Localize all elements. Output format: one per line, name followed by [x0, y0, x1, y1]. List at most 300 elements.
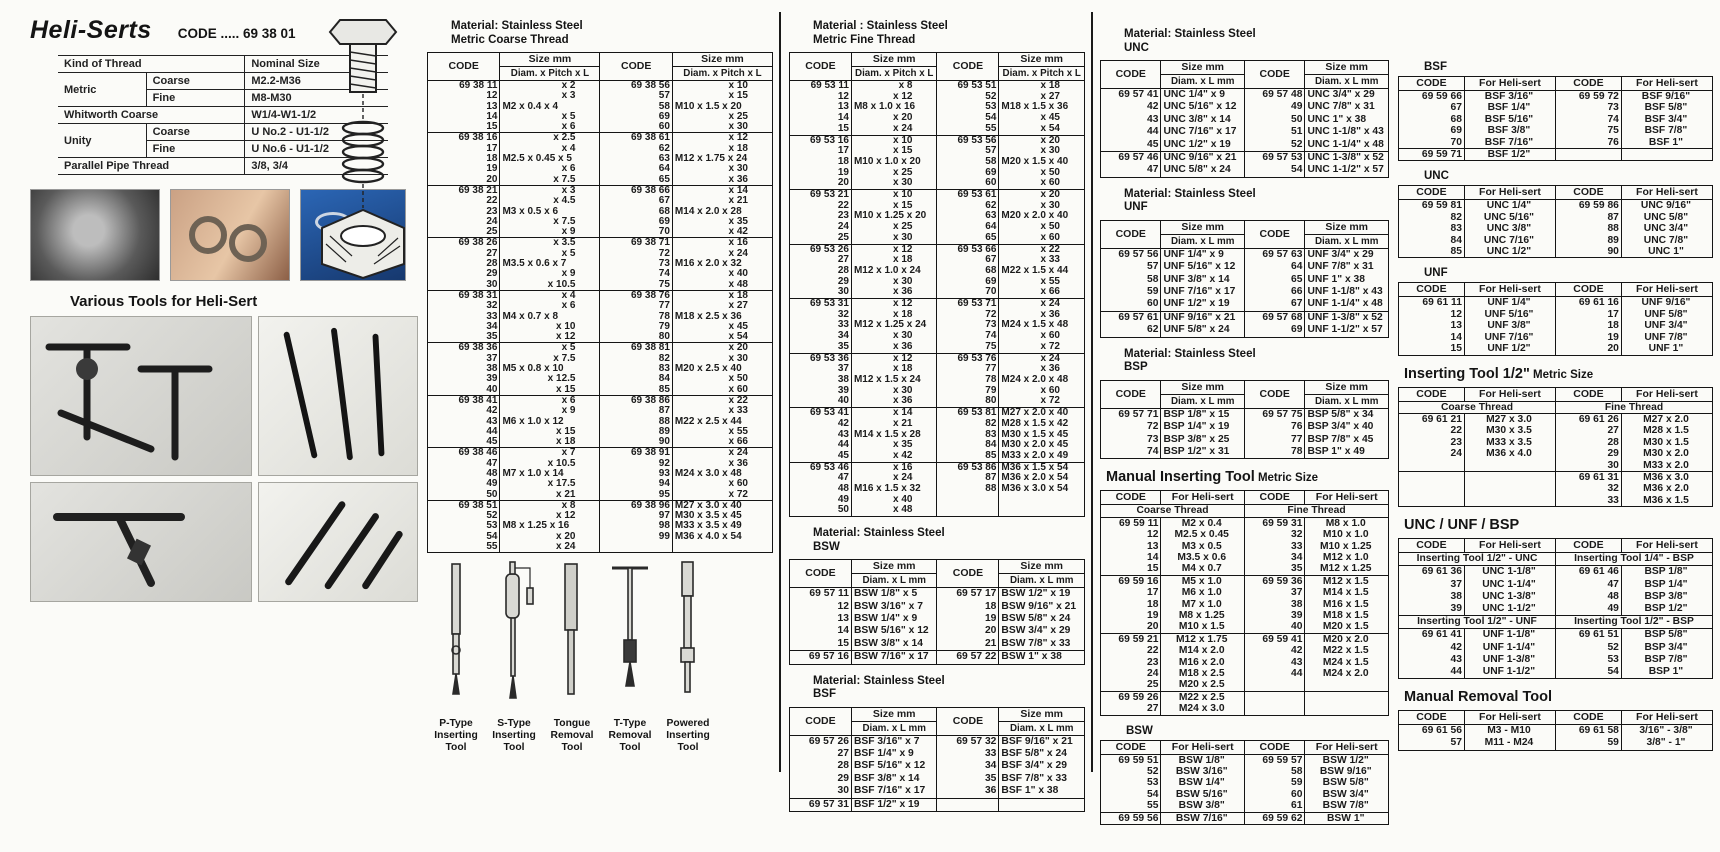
- code-cell: 43: [1147, 113, 1159, 125]
- size-cell: x 14: [672, 185, 772, 196]
- table-row: [428, 154, 773, 164]
- material-line: Material : Stainless Steel: [813, 20, 948, 32]
- code-cell: 35: [1244, 563, 1304, 575]
- code-cell: 23: [1147, 656, 1159, 668]
- table-row: [428, 217, 773, 227]
- size-cell: x 30: [672, 354, 772, 364]
- size-cell: x 60: [672, 479, 772, 489]
- table-row: [428, 133, 773, 144]
- thread-sub: Coarse: [146, 73, 245, 90]
- code-cell: 69 53 61: [937, 190, 999, 201]
- photo-hand-holding-inserts: [170, 189, 290, 281]
- code-cell: 35: [486, 332, 498, 343]
- code-cell: 43: [1450, 653, 1462, 665]
- size-cell: x 8: [500, 500, 600, 511]
- tool-label: Powered Inserting Tool: [666, 718, 710, 753]
- size-cell: x 9: [500, 406, 600, 416]
- code-header: CODE: [1416, 186, 1447, 199]
- code-cell: 58: [1244, 766, 1304, 777]
- code-cell: 84: [600, 374, 672, 384]
- code-cell: 69 38 46: [458, 447, 498, 459]
- code-cell: 47: [1555, 579, 1621, 591]
- size-cell: BSP 5/8": [1621, 629, 1712, 642]
- code-cell: 69 38 76: [600, 290, 672, 301]
- spec-table: [427, 52, 773, 553]
- table-row: [1399, 495, 1713, 507]
- size-cell: M36 x 3.0: [1621, 471, 1712, 483]
- code-cell: 23: [1450, 436, 1462, 448]
- code-cell: 59: [1147, 286, 1159, 298]
- thread-sub: Fine: [146, 141, 245, 158]
- table-row: [1399, 566, 1713, 579]
- material-label: [813, 20, 1085, 47]
- size-cell: BSF 1/4" x 9: [851, 748, 937, 760]
- size-cell: UNF 7/16": [1464, 332, 1555, 343]
- code-header: CODE: [1244, 740, 1304, 754]
- size-cell: M36 x 4.0: [1464, 448, 1555, 459]
- code-cell: 69 53 71: [937, 299, 999, 310]
- table-row: [790, 451, 1085, 462]
- size-cell: UNC 3/8" x 14: [1161, 114, 1245, 126]
- table-row: [1399, 297, 1713, 309]
- spec-column-metric-coarse: [427, 20, 773, 553]
- code-cell: 69: [937, 168, 999, 179]
- size-cell: x 21: [500, 490, 600, 501]
- table-row: [1101, 668, 1389, 679]
- photo-t-wrench: [30, 482, 252, 602]
- tool-label: T-Type Removal Tool: [608, 718, 652, 753]
- size-cell: M12 x 1.75 x 24: [672, 154, 772, 164]
- table-row: [428, 122, 773, 133]
- code-cell: 53: [1147, 777, 1159, 789]
- table-row: [790, 266, 1085, 277]
- size-cell: BSW 1/4": [1161, 777, 1245, 788]
- size-cell: x 20: [500, 532, 600, 542]
- table-row: [790, 638, 1085, 651]
- code-cell: 37: [1450, 578, 1462, 590]
- code-cell: 69 57 68: [1244, 311, 1304, 324]
- code-cell: 68: [1450, 113, 1462, 125]
- size-cell: BSF 5/16" x 12: [851, 760, 937, 772]
- size-cell: x 18: [672, 144, 772, 154]
- code-cell: 69 38 56: [600, 81, 672, 92]
- code-cell: 69: [1244, 324, 1304, 337]
- thread-group: Parallel Pipe Thread: [58, 158, 245, 175]
- size-header: Size mm: [999, 53, 1085, 67]
- code-cell: 69 59 66: [1421, 91, 1462, 102]
- table-row: [428, 312, 773, 322]
- table-row: [428, 511, 773, 521]
- size-cell: x 36: [851, 342, 937, 353]
- size-cell: M36 x 2.0 x 54: [999, 473, 1085, 484]
- size-cell: BSW 3/16": [1161, 766, 1245, 777]
- code-cell: [1244, 679, 1304, 691]
- thread-size: U No.6 - U1-1/2: [245, 141, 388, 158]
- code-cell: 70: [1450, 136, 1462, 148]
- code-cell: 18: [837, 156, 849, 167]
- size-cell: x 24: [500, 542, 600, 553]
- size-cell: BSP 5/8" x 34: [1305, 408, 1389, 421]
- code-cell: 38: [1450, 590, 1462, 602]
- code-cell: [1244, 703, 1304, 715]
- page-title: Heli-Serts: [30, 16, 152, 44]
- section-heading-suffix: Metric Size: [1254, 472, 1319, 485]
- size-cell: M36 x 4.0 x 54: [672, 532, 772, 542]
- size-cell: UNC 1-3/8": [1464, 591, 1555, 603]
- code-cell: 21: [937, 638, 999, 651]
- code-cell: 19: [1147, 609, 1159, 621]
- table-row: [790, 113, 1085, 124]
- size-header: Size mm: [1161, 220, 1245, 234]
- size-cell: x 36: [999, 364, 1085, 375]
- table-row: [428, 301, 773, 311]
- size-cell: BSP 3/4" x 40: [1305, 421, 1389, 433]
- size-cell: M8 x 1.25 x 16: [500, 521, 600, 531]
- code-cell: 18: [1147, 598, 1159, 610]
- code-header: CODE: [448, 60, 479, 72]
- code-cell: 72: [600, 249, 672, 259]
- table-row: [1101, 563, 1389, 575]
- code-cell: 19: [1555, 332, 1621, 343]
- code-header: CODE: [1555, 77, 1621, 91]
- size-cell: x 12: [500, 332, 600, 343]
- code-cell: 50: [486, 489, 498, 500]
- size-cell: [1621, 149, 1712, 161]
- code-cell: 74: [600, 269, 672, 279]
- material-line: BSW: [813, 540, 840, 553]
- table-row: [1399, 616, 1713, 629]
- size-cell: x 36: [672, 175, 772, 186]
- code-header: CODE: [937, 707, 999, 735]
- code-cell: 15: [486, 122, 498, 133]
- size-cell: BSW 5/8" x 24: [999, 613, 1085, 625]
- size-cell: BSW 1/4" x 9: [851, 613, 937, 625]
- table-row: [790, 146, 1085, 157]
- table-row: [428, 448, 773, 459]
- code-cell: 15: [1450, 343, 1462, 355]
- size-cell: x 55: [672, 427, 772, 437]
- size-cell: UNC 7/8": [1621, 235, 1712, 246]
- size-cell: x 21: [672, 196, 772, 206]
- table-row: [428, 479, 773, 489]
- code-cell: 99: [600, 532, 672, 542]
- code-cell: 69 57 75: [1244, 408, 1304, 421]
- size-cell: UNF 5/16": [1464, 309, 1555, 320]
- size-cell: BSP 1/2": [1621, 603, 1712, 616]
- code-cell: 28: [837, 760, 849, 772]
- size-cell: M14 x 2.0 x 28: [672, 207, 772, 217]
- size-cell: BSW 5/16": [1161, 789, 1245, 800]
- code-cell: 65: [937, 233, 999, 244]
- size-cell: [1305, 691, 1389, 703]
- size-cell: M22 x 1.5: [1305, 645, 1389, 656]
- size-cell: x 7.5: [500, 354, 600, 364]
- table-row: [428, 91, 773, 101]
- table-row: [790, 601, 1085, 613]
- size-cell: x 10: [500, 322, 600, 332]
- code-cell: 69 53 46: [810, 462, 849, 473]
- table-row: [428, 542, 773, 553]
- code-cell: 52: [486, 511, 498, 522]
- size-cell: M18 x 1.5 x 36: [999, 102, 1085, 113]
- code-cell: 69 59 81: [1421, 200, 1462, 212]
- code-cell: 69 57 46: [1118, 152, 1159, 164]
- size-cell: BSW 3/4" x 29: [999, 625, 1085, 637]
- table-row: [1101, 552, 1389, 563]
- code-cell: 33: [1244, 541, 1304, 552]
- size-cell: BSW 1/2" x 19: [999, 588, 1085, 601]
- code-cell: 84: [1450, 234, 1462, 246]
- code-cell: 35: [937, 773, 999, 785]
- table-row: [790, 342, 1085, 353]
- size-cell: UNF 1-1/8" x 43: [1305, 286, 1389, 298]
- code-cell: 34: [486, 321, 498, 332]
- size-cell: M4 x 0.7: [1161, 563, 1245, 575]
- size-cell: BSP 3/4": [1621, 642, 1712, 654]
- size-cell: x 66: [999, 287, 1085, 298]
- code-cell: 69 61 51: [1555, 629, 1621, 642]
- size-cell: x 30: [851, 331, 937, 342]
- size-header: Size mm: [672, 53, 772, 67]
- table-row: [1399, 320, 1713, 331]
- code-cell: 63: [600, 154, 672, 164]
- size-cell: x 20: [672, 343, 772, 354]
- code-cell: 47: [486, 458, 498, 469]
- table-row: [790, 222, 1085, 233]
- spec-column-unc-unf-bsp-tools: [1100, 28, 1389, 825]
- size-cell: x 42: [851, 451, 937, 462]
- size-cell: M16 x 2.0 x 32: [672, 259, 772, 269]
- table-row: [428, 490, 773, 501]
- tool-drawings-strip: [430, 560, 718, 754]
- size-cell: M24 x 1.5 x 48: [999, 320, 1085, 331]
- size-cell: x 60: [999, 331, 1085, 342]
- code-cell: 57: [937, 146, 999, 157]
- table-row: [790, 748, 1085, 760]
- table-row: [1101, 777, 1389, 788]
- code-cell: 69 61 56: [1421, 725, 1462, 737]
- size-cell: BSP 7/8": [1621, 654, 1712, 666]
- size-cell: M33 x 3.5 x 49: [672, 521, 772, 531]
- size-cell: UNF 1-1/8": [1464, 629, 1555, 642]
- code-cell: 69 38 86: [600, 395, 672, 406]
- size-cell: UNF 9/16": [1621, 297, 1712, 309]
- code-cell: 69 53 81: [937, 408, 999, 419]
- code-header: CODE: [1416, 387, 1447, 400]
- code-cell: 32: [837, 309, 849, 320]
- code-cell: 69 59 57: [1244, 754, 1304, 766]
- code-cell: 43: [1244, 657, 1304, 668]
- code-header: CODE: [1555, 539, 1621, 553]
- code-cell: 48: [1555, 591, 1621, 603]
- size-cell: UNF 1/4" x 9: [1161, 248, 1245, 261]
- code-cell: 44: [486, 426, 498, 437]
- value-header: For Heli-sert: [1464, 283, 1555, 297]
- code-cell: [1555, 149, 1621, 161]
- size-cell: M20 x 1.5: [1305, 621, 1389, 633]
- size-cell: M27 x 3.0: [1464, 413, 1555, 425]
- size-cell: x 24: [999, 299, 1085, 310]
- code-cell: 69: [1450, 125, 1462, 137]
- size-cell: BSP 1/4": [1621, 579, 1712, 591]
- size-cell: UNF 1-1/4" x 48: [1305, 298, 1389, 311]
- size-cell: [1305, 703, 1389, 715]
- table-row: [790, 124, 1085, 135]
- size-cell: x 12.5: [500, 374, 600, 384]
- size-cell: M24 x 2.0 x 48: [999, 375, 1085, 386]
- code-cell: 39: [1244, 610, 1304, 621]
- code-cell: 78: [600, 312, 672, 322]
- code-cell: 39: [486, 374, 498, 385]
- size-cell: [672, 542, 772, 553]
- size-cell: BSW 5/16" x 12: [851, 625, 937, 637]
- t-type-removal-tool-drawing: [610, 560, 650, 710]
- size-cell: BSF 3/4": [1621, 114, 1712, 125]
- size-subheader: Diam. x L mm: [1161, 394, 1245, 408]
- table-row: [790, 299, 1085, 310]
- table-row: [1399, 149, 1713, 161]
- code-cell: 24: [837, 222, 849, 233]
- code-cell: 22: [837, 200, 849, 211]
- size-cell: BSW 9/16" x 21: [999, 601, 1085, 613]
- size-cell: BSP 1/4" x 19: [1161, 421, 1245, 433]
- size-subheader: Diam. x L mm: [1161, 234, 1245, 248]
- size-subheader: Diam. x L mm: [851, 574, 937, 588]
- code-cell: 69 61 31: [1555, 471, 1621, 483]
- size-cell: UNF 1-3/8" x 52: [1305, 311, 1389, 324]
- size-cell: UNC 1-1/2" x 57: [1305, 164, 1389, 177]
- value-header: For Heli-sert: [1305, 740, 1389, 754]
- code-cell: 39: [1450, 602, 1462, 614]
- code-cell: 78: [1244, 446, 1304, 459]
- value-header: For Heli-sert: [1464, 539, 1555, 553]
- size-cell: x 50: [999, 168, 1085, 179]
- code-cell: 13: [837, 102, 849, 113]
- code-cell: 80: [937, 396, 999, 407]
- code-cell: 58: [937, 157, 999, 168]
- size-cell: M5 x 0.8 x 10: [500, 364, 600, 374]
- value-header: For Heli-sert: [1305, 491, 1389, 505]
- table-row: [790, 785, 1085, 798]
- code-cell: [600, 542, 672, 553]
- code-cell: 45: [837, 450, 849, 461]
- code-cell: 42: [1244, 645, 1304, 656]
- span-label: Coarse Thread: [1440, 401, 1514, 413]
- size-cell: x 15: [672, 91, 772, 101]
- size-cell: M24 x 2.0: [1305, 668, 1389, 679]
- section-heading-text: UNC / UNF / BSP: [1404, 517, 1520, 534]
- table-row: [1399, 629, 1713, 642]
- code-cell: 82: [937, 419, 999, 430]
- code-cell: 52: [1244, 139, 1304, 152]
- table-row: [790, 168, 1085, 179]
- code-cell: 62: [1147, 324, 1159, 336]
- code-cell: 79: [600, 322, 672, 332]
- code-cell: 83: [937, 430, 999, 441]
- code-cell: 27: [837, 255, 849, 266]
- code-cell: [937, 798, 999, 811]
- size-cell: x 66: [672, 437, 772, 448]
- table-row: [1101, 599, 1389, 610]
- code-cell: 35: [837, 341, 849, 352]
- code-cell: 69 61 26: [1555, 413, 1621, 425]
- table-row: [790, 613, 1085, 625]
- span-label: Coarse Thread: [1136, 505, 1209, 517]
- table-row: [428, 406, 773, 416]
- size-cell: UNF 1-1/2": [1464, 666, 1555, 679]
- size-cell: 3/8" - 1": [1621, 737, 1712, 750]
- size-cell: x 17.5: [500, 479, 600, 489]
- size-cell: x 25: [672, 112, 772, 122]
- size-cell: M30 x 1.5: [1621, 437, 1712, 448]
- spec-table: [1398, 76, 1713, 161]
- code-header: CODE: [1416, 77, 1447, 89]
- table-row: [428, 164, 773, 174]
- code-cell: 69 38 26: [458, 237, 498, 249]
- size-header: Size mm: [851, 53, 937, 67]
- code-cell: 69 57 17: [937, 588, 999, 601]
- code-cell: 69 61 36: [1421, 566, 1462, 578]
- size-header: Size mm: [999, 560, 1085, 574]
- table-row: [790, 331, 1085, 342]
- table-row: [1101, 754, 1389, 766]
- code-header: CODE: [1115, 740, 1146, 753]
- code-cell: 50: [837, 505, 849, 516]
- spec-table: [1100, 220, 1389, 338]
- code-cell: 37: [1244, 587, 1304, 598]
- size-cell: x 20: [999, 190, 1085, 201]
- s-type-tool-drawing: [494, 560, 534, 710]
- code-cell: 39: [837, 385, 849, 396]
- code-cell: 34: [837, 331, 849, 342]
- size-cell: x 55: [999, 277, 1085, 288]
- tools-heading: Various Tools for Heli-Sert: [70, 293, 258, 310]
- table-row: [1399, 309, 1713, 320]
- table-row: [428, 500, 773, 511]
- code-cell: 88: [1555, 223, 1621, 234]
- code-cell: 69 59 71: [1421, 149, 1462, 161]
- code-cell: 72: [1147, 421, 1159, 433]
- table-row: [428, 290, 773, 301]
- size-cell: BSW 9/16": [1305, 766, 1389, 777]
- size-cell: x 36: [851, 396, 937, 407]
- code-cell: 69 59 21: [1118, 633, 1159, 645]
- size-cell: x 20: [999, 135, 1085, 146]
- size-cell: x 42: [672, 227, 772, 238]
- size-cell: x 24: [851, 473, 937, 484]
- table-row: [790, 364, 1085, 375]
- size-cell: M12 x 1.75: [1161, 633, 1245, 645]
- code-cell: 69 57 26: [808, 735, 849, 747]
- size-cell: M10 x 1.25: [1305, 541, 1389, 552]
- code-cell: 69 59 36: [1244, 575, 1304, 587]
- code-cell: 15: [837, 637, 849, 649]
- code-cell: 69 38 36: [458, 342, 498, 354]
- table-row: [1399, 483, 1713, 494]
- tools-silhouette: [31, 317, 251, 475]
- table-row: [1399, 448, 1713, 459]
- size-cell: M14 x 1.5: [1305, 587, 1389, 598]
- size-cell: M10 x 1.0 x 20: [851, 157, 937, 168]
- size-cell: x 21: [851, 419, 937, 430]
- size-cell: [999, 505, 1085, 516]
- size-cell: UNF 1/2": [1464, 343, 1555, 355]
- size-cell: x 24: [851, 124, 937, 135]
- material-line: Material: Stainless Steel: [1124, 187, 1256, 200]
- spec-table: [789, 559, 1085, 664]
- table-row: [428, 469, 773, 479]
- value-header: For Heli-sert: [1621, 387, 1712, 401]
